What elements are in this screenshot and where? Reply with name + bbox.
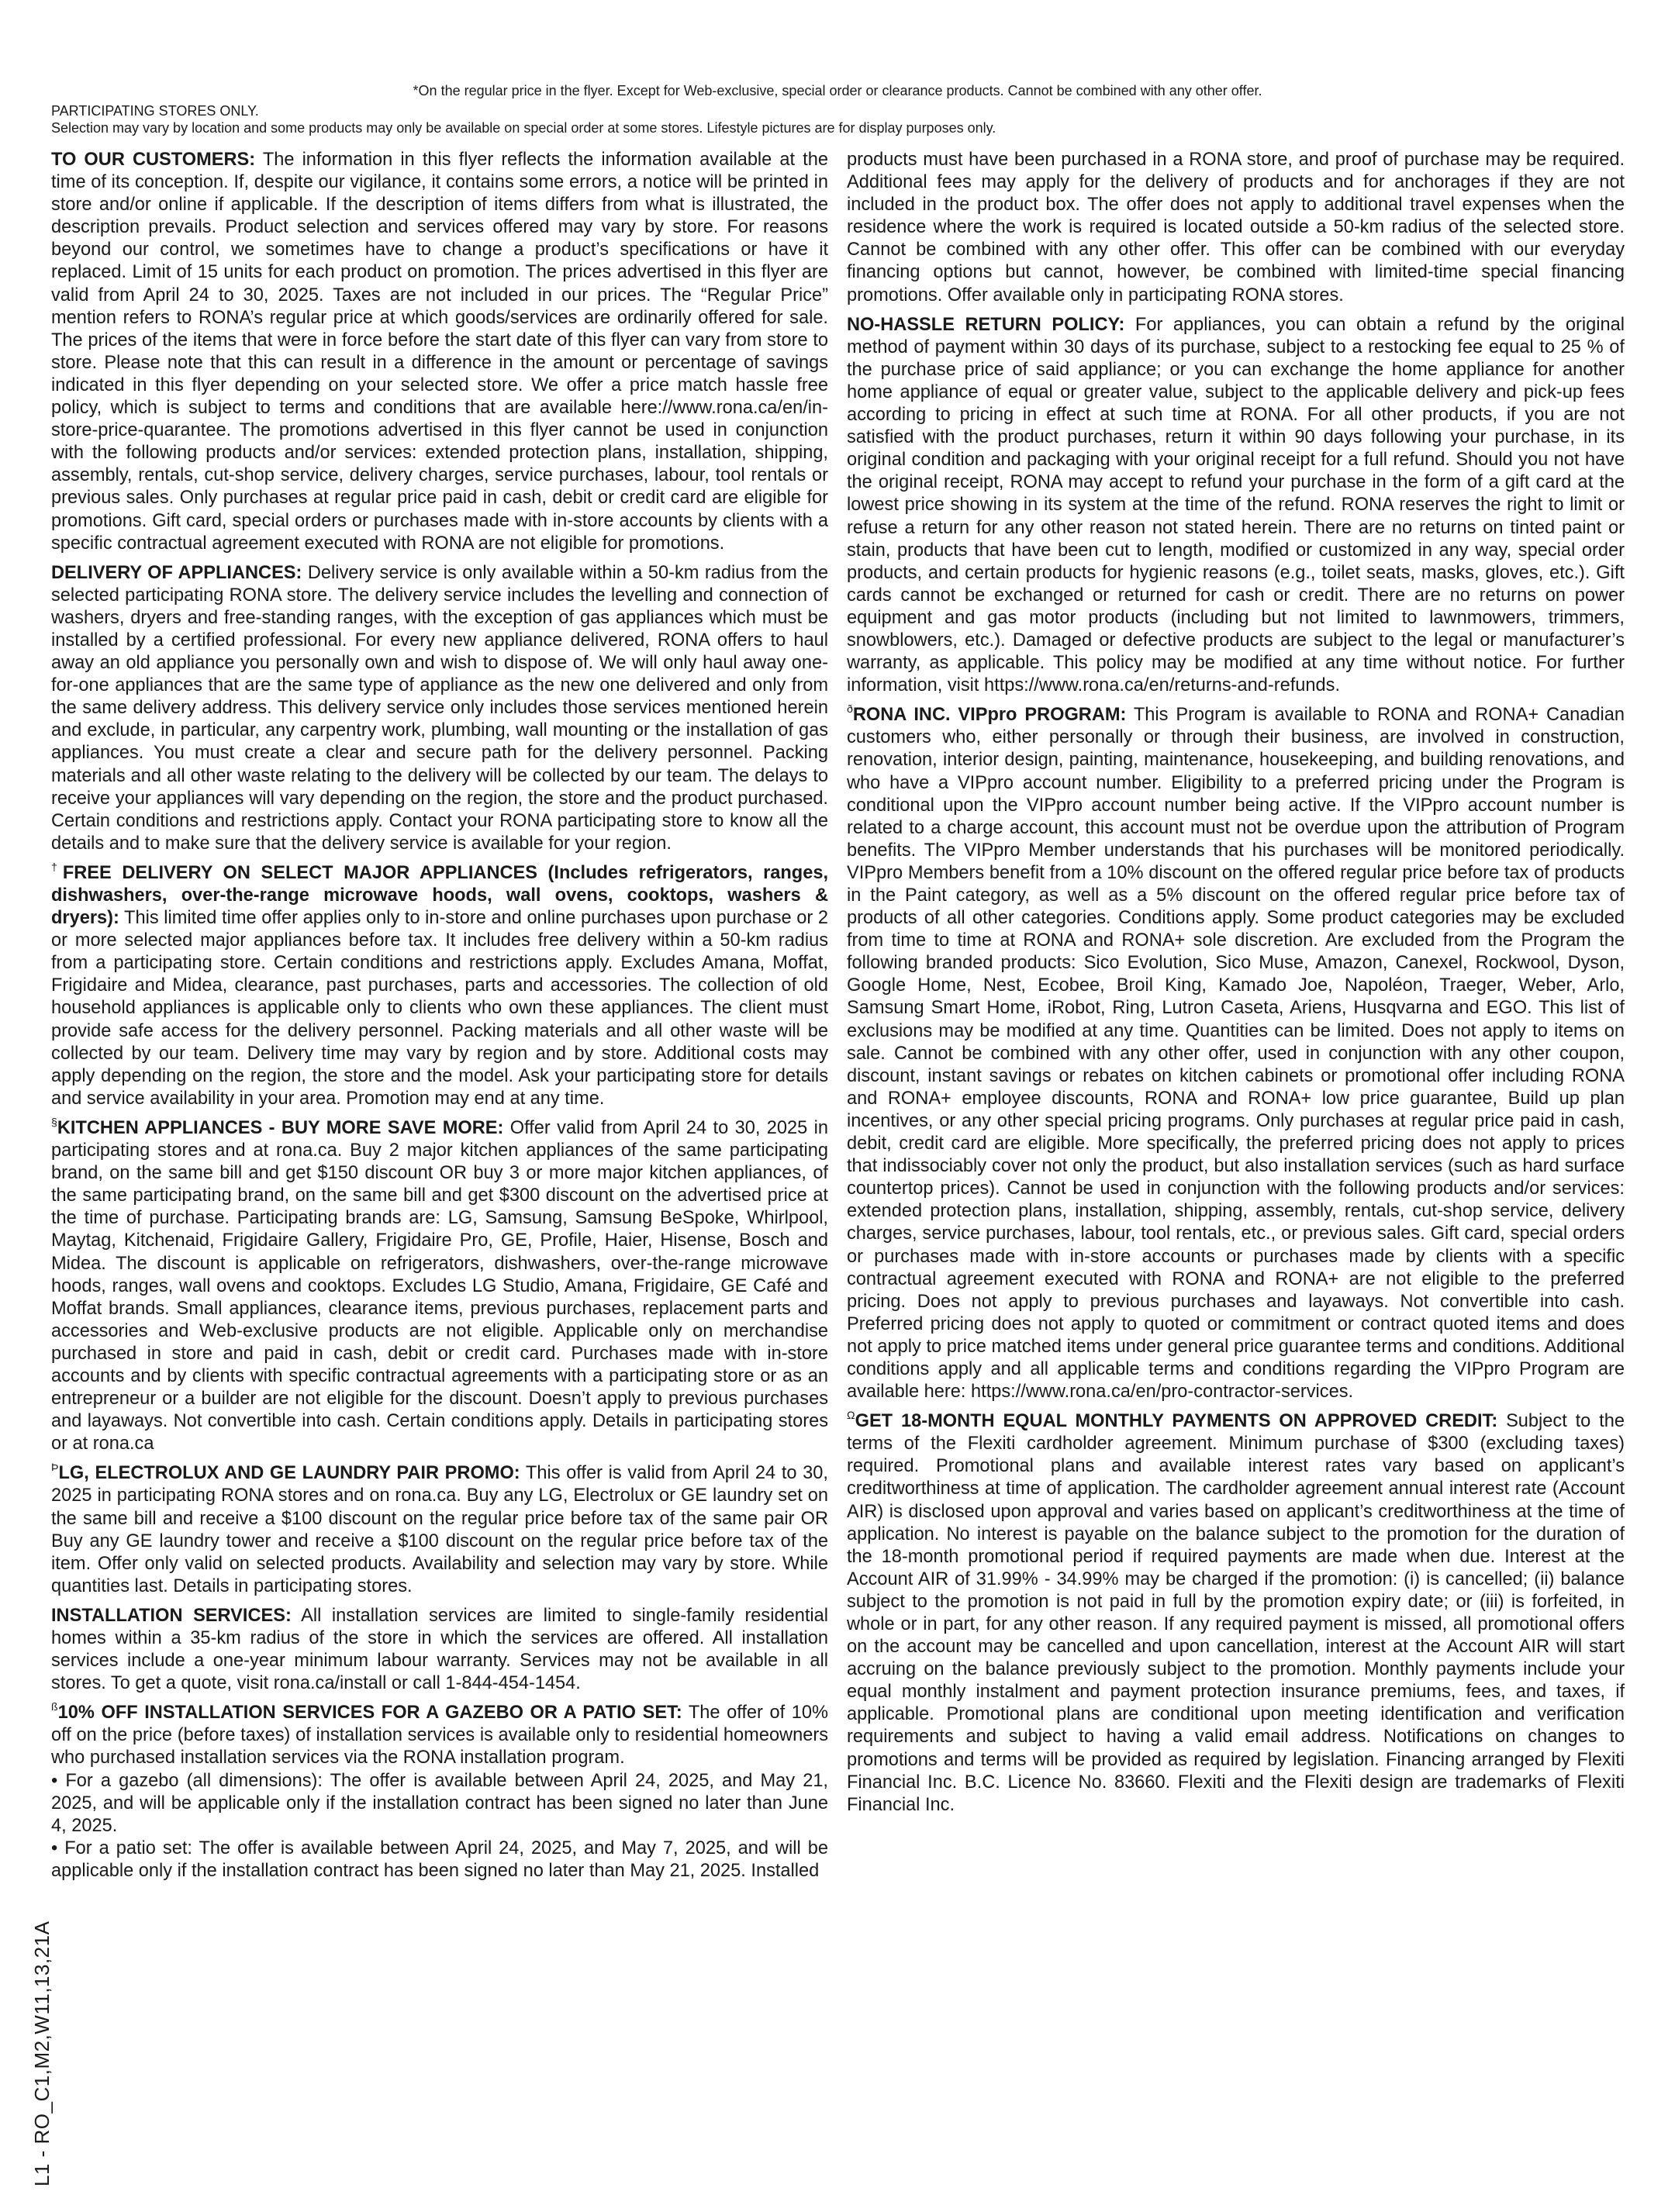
- vippro-title: RONA INC. VIPpro PROGRAM:: [852, 705, 1127, 726]
- selection-note: Selection may vary by location and some products may only be available on special order at some stores. Lifestyle pictures are for display purposes only.: [51, 120, 996, 136]
- kitchen-section: [51, 1117, 828, 1455]
- flyer-code: L1 - RO_C1,M2,W11,13,21A: [30, 1920, 54, 2186]
- credit-symbol: Ω: [847, 1410, 855, 1423]
- installation-body: All installation services are limited to single-family residential homes within a 35-km radius of the store in which the services are offered. All installation services include a one-year minimum labour warranty. Services may not be available in all stores. To get a quote, visit rona.ca/install or call 1-844-454-1454.: [51, 1605, 828, 1694]
- gazebo-section: [51, 1702, 828, 1769]
- free-delivery-symbol: †: [51, 861, 63, 874]
- free-delivery-section: [51, 862, 828, 1110]
- laundry-section: [51, 1462, 828, 1598]
- laundry-body: This offer is valid from April 24 to 30, 2025 in participating RONA stores and on rona.ca. Buy any LG, Electrolux or GE laundry set on the same bill and receive a $100 discount on the regular price before tax of the same pair OR Buy any GE laundry tower and receive a $100 discount on the regular price before tax of the item. Offer only valid on selected products. Availability and selection may vary by store. While quantities last. Details in participating stores.: [51, 1463, 828, 1596]
- delivery-section: [51, 562, 828, 855]
- customers-body: The information in this flyer reflects the information available at the time of its conception. If, despite our vigilance, it contains some errors, a notice will be printed in store and/or online if applicable. If the description of items differs from what is illustrated, the description prevails. Product selection and services offered may vary by store. For reasons beyond our control, we sometimes have to change a product’s specifications or have it replaced. Limit of 15 units for each product on promotion. The prices advertised in this flyer are valid from April 24 to 30, 2025. Taxes are not included in our prices. The “Regular Price” mention refers to RONA’s regular price at which goods/services are ordinarily offered for sale. The prices of the items that were in force before the start date of this flyer can vary from store to store. Please note that this can result in a difference in the amount or percentage of savings indicated in this flyer depending on your selected store. We offer a price match hassle free policy, which is subject to terms and conditions that are available here://www.rona.ca/en/in-store-price-quarantee. The promotions advertised in this flyer cannot be used in conjunction with the following products and/or services: extended protection plans, installation, shipping, assembly, rentals, cut-shop service, delivery charges, service purchases, labour, tool rentals or previous sales. Only purchases at regular price paid in cash, debit or credit card are eligible for promotions. Gift card, special orders or purchases made with in-store accounts by clients with a specific contractual agreement executed with RONA are not eligible for promotions.: [51, 150, 828, 554]
- left-column: [51, 149, 828, 1889]
- customers-section: [51, 149, 828, 555]
- credit-body: Subject to the terms of the Flexiti cardholder agreement. Minimum purchase of $300 (excluding taxes) required. Promotional plans and available interest rates vary based on applicant’s creditworthiness at time of application. The cardholder agreement annual interest rate (Account AIR) is disclosed upon approval and varies based on applicant’s creditworthiness at the time of application. No interest is payable on the balance subject to the promotion for the duration of the 18-month promotional period if required payments are made when due. Interest at the Account AIR of 31.99% - 34.99% may be charged if the promotion: (i) is cancelled; (ii) balance subject to the promotion is not paid in full by the promotion expiry date; or (iii) is forfeited, in whole or in part, for any other reason. If any required payment is missed, all promotional offers on the account may be cancelled and upon cancellation, interest at the Account AIR will start accruing on the balance previously subject to the promotion. Monthly payments include your equal monthly instalment and payment protection insurance premiums, fees, and taxes, if applicable. Promotional plans are conditional upon meeting identification and verification requirements and subject to having a valid email address. Notifications on changes to promotions and terms will be provided as required by legislation. Financing arranged by Flexiti Financial Inc. B.C. Licence No. 83660. Flexiti and the Flexiti design are trademarks of Flexiti Financial Inc.: [847, 1411, 1625, 1815]
- installation-section: [51, 1605, 828, 1695]
- delivery-body: Delivery service is only available within a 50-km radius from the selected participating RONA store. The delivery service includes the levelling and connection of washers, dryers and free-standing ranges, with the exception of gas appliances which must be installed by a certified professional. For every new appliance delivered, RONA offers to haul away an old appliance you personally own and wish to dispose of. We will only haul away one-for-one appliances that are the same type of appliance as the new one delivered and only from the same delivery address. This delivery service only includes those services mentioned herein and exclude, in particular, any carpentry work, plumbing, wall mounting or the installation of gas appliances. You must create a clear and secure path for the delivery personnel. Packing materials and all other waste relating to the delivery will be collected by our team. The delays to receive your appliances will vary depending on the region, the store and the product purchased. Certain conditions and restrictions apply. Contact your RONA participating store to know all the details and to make sure that the delivery service is available for your region.: [51, 562, 828, 854]
- gazebo-bullet-gazebo: • For a gazebo (all dimensions): The offer is available between April 24, 2025, and May 21, 2025, and will be applicable only if the installation contract has been signed no later than June 4, 2025.: [51, 1770, 828, 1836]
- return-policy-body: For appliances, you can obtain a refund by the original method of payment within 30 days of its purchase, subject to a restocking fee equal to 25 % of the purchase price of said appliance; or you can exchange the home appliance for another home appliance of equal or greater value, subject to the applicable delivery and pick-up fees according to pricing in effect at such time at RONA. For all other products, if you are not satisfied with the product purchases, return it within 90 days following your purchase, in its original condition and packaging with your original receipt for a full refund. Should you not have the original receipt, RONA may accept to refund your purchase in the form of a gift card at the lowest price showing in its system at the time of the refund. RONA reserves the right to limit or refuse a return for any other reason not stated herein. There are no returns on tinted paint or stain, products that have been cut to length, modified or customized in any way, special order products, and certain products for hygienic reasons (e.g., toilet seats, masks, gloves, etc.). Gift cards cannot be exchanged or returned for cash or credit. There are no returns on power equipment and gas motor products (including but not limited to lawnmowers, trimmers, snowblowers, etc.). Damaged or defective products are subject to the legal or manufacturer’s warranty, as applicable. This policy may be modified at any time without notice. For further information, visit https://www.rona.ca/en/returns-and-refunds.: [847, 314, 1625, 696]
- return-policy-section: [847, 314, 1625, 698]
- free-delivery-title: FREE DELIVERY ON SELECT MAJOR APPLIANCES (Includes refrigerators, ranges, dishwashers, over-the-range microwave hoods, wall ovens, cooktops, washers & dryers):: [51, 862, 828, 929]
- gazebo-symbol: ß: [51, 1701, 58, 1714]
- kitchen-title: KITCHEN APPLIANCES - BUY MORE SAVE MORE:: [57, 1117, 504, 1138]
- participating-stores-note: PARTICIPATING STORES ONLY.: [51, 103, 259, 119]
- laundry-title: LG, ELECTROLUX AND GE LAUNDRY PAIR PROMO:: [58, 1463, 520, 1484]
- installation-continued: products must have been purchased in a RONA store, and proof of purchase may be required. Additional fees may apply for the delivery of products and for anchorages if they are not included in the product box. The offer does not apply to additional travel expenses when the residence where the work is required is located outside a 50-km radius of the selected store. Cannot be combined with any other offer. This offer can be combined with our everyday financing options but cannot, however, be combined with limited-time special financing promotions. Offer available only in participating RONA stores.: [847, 150, 1625, 305]
- kitchen-body: Offer valid from April 24 to 30, 2025 in participating stores and at rona.ca. Buy 2 major kitchen appliances of the same participating brand, on the same bill and get $150 discount OR buy 3 or more major kitchen appliances, of the same participating brand, on the same bill and get $300 discount on the advertised price at the time of purchase. Participating brands are: LG, Samsung, Samsung BeSpoke, Whirlpool, Maytag, Kitchenaid, Frigidaire Gallery, Frigidaire Pro, GE, Profile, Haier, Hisense, Bosch and Midea. The discount is applicable on refrigerators, dishwashers, over-the-range microwave hoods, ranges, wall ovens and cooktops. Excludes LG Studio, Amana, Frigidaire, GE Café and Moffat brands. Small appliances, clearance items, previous purchases, replacement parts and accessories and Web-exclusive products are not eligible. Applicable only on merchandise purchased in store and paid in cash, debit or credit card. Purchases made with in-store accounts and by clients with specific contractual agreements with a participating store or as an entrepreneur or a builder are not eligible for the discount. Doesn’t apply to previous purchases and layaways. Not convertible into cash. Certain conditions apply. Details in participating stores or at rona.ca: [51, 1117, 828, 1455]
- laundry-symbol: Þ: [51, 1461, 59, 1475]
- delivery-title: DELIVERY OF APPLIANCES:: [51, 562, 302, 583]
- return-policy-title: NO-HASSLE RETURN POLICY:: [847, 314, 1125, 335]
- credit-title: GET 18-MONTH EQUAL MONTHLY PAYMENTS ON APPROVED CREDIT:: [855, 1411, 1498, 1432]
- credit-section: [847, 1410, 1625, 1817]
- gazebo-body: The offer of 10% off on the price (before taxes) of installation services is available only to residential homeowners who purchased installation services via the RONA installation program.: [51, 1703, 828, 1769]
- right-column: [847, 149, 1625, 1824]
- kitchen-symbol: §: [51, 1116, 57, 1129]
- customers-title: TO OUR CUSTOMERS:: [51, 150, 256, 170]
- disclaimer-note: *On the regular price in the flyer. Except for Web-exclusive, special order or clearance products. Cannot be combined with any other offer.: [413, 83, 1262, 98]
- vippro-symbol: ð: [847, 703, 853, 716]
- vippro-section: [847, 704, 1625, 1403]
- gazebo-bullet-patio: • For a patio set: The offer is available between April 24, 2025, and May 7, 2025, and will be applicable only if the installation contract has been signed no later than May 21, 2025. Installed: [51, 1838, 828, 1881]
- installation-title: INSTALLATION SERVICES:: [51, 1605, 292, 1626]
- header-block: [51, 102, 1633, 136]
- gazebo-title: 10% OFF INSTALLATION SERVICES FOR A GAZEBO OR A PATIO SET:: [57, 1703, 682, 1724]
- vippro-body: This Program is available to RONA and RONA+ Canadian customers who, either personally or through their business, are involved in construction, renovation, interior design, painting, maintenance, housekeeping, and building renovations, and who have a VIPpro account number. Eligibility to a preferred pricing under the Program is conditional upon the VIPpro account number being active. If the VIPpro account number is related to a charge account, this account must not be overdue upon the attribution of Program benefits. The VIPpro Member understands that his purchases will be monitored periodically. VIPpro Members benefit from a 10% discount on the offered regular price before tax of products in the Paint category, as well as a 5% discount on the offered regular price before tax of products of all other categories. Conditions apply. Some product categories may be excluded from time to time at RONA and RONA+ sole discretion. Are excluded from the Program the following branded products: Sico Evolution, Sico Muse, Amazon, Canexel, Rockwool, Dyson, Google Home, Nest, Ecobee, Broil King, Kamado Joe, Napoléon, Traeger, Weber, Arlo, Samsung Smart Home, iRobot, Ring, Lutron Caseta, Ariens, Husqvarna and EGO. This list of exclusions may be modified at any time. Quantities can be limited. Does not apply to items on sale. Cannot be combined with any other offer, used in conjunction with any other coupon, discount, instant savings or rebates on kitchen cabinets or promotional offer including RONA and RONA+ employee discounts, RONA and RONA+ low price guarantee, Build up plan incentives, or any other special pricing programs. Only purchases at regular price paid in cash, debit, credit card are eligible. More specifically, the preferred pricing does not apply to prices that indissociably cover not only the product, but also installation services (such as hard surface countertop prices). Cannot be used in conjunction with the following products and/or services: extended protection plans, installation, shipping, assembly, rentals, cut-shop service, delivery charges, service purchases, labour, tool rentals, etc., or previous sales. Gift card, special orders or purchases made with in-store accounts or purchases made by clients with a specific contractual agreement executed with RONA and RONA+ are not eligible to the preferred pricing. Does not apply to previous purchases and layaways. Not convertible into cash. Preferred pricing does not apply to quoted or commitment or contract quoted items and does not apply to price matched items under general price guarantee terms and conditions. Additional conditions apply and all applicable terms and conditions regarding the VIPpro Program are available here: https://www.rona.ca/en/pro-contractor-services.: [847, 705, 1625, 1403]
- free-delivery-body: This limited time offer applies only to in-store and online purchases upon purchase or 2 or more selected major appliances before tax. It includes free delivery within a 50-km radius from a participating store. Certain conditions and restrictions apply. Excludes Amana, Moffat, Frigidaire and Midea, clearance, past purchases, parts and accessories. The collection of old household appliances is applicable only to clients who own these appliances. The client must provide safe access for the delivery personnel. Packing materials and all other waste will be collected by our team. Delivery time may vary by region and by store. Additional costs may apply depending on the region, the store and the model. Ask your participating store for details and service availability in your area. Promotion may end at any time.: [51, 908, 828, 1109]
